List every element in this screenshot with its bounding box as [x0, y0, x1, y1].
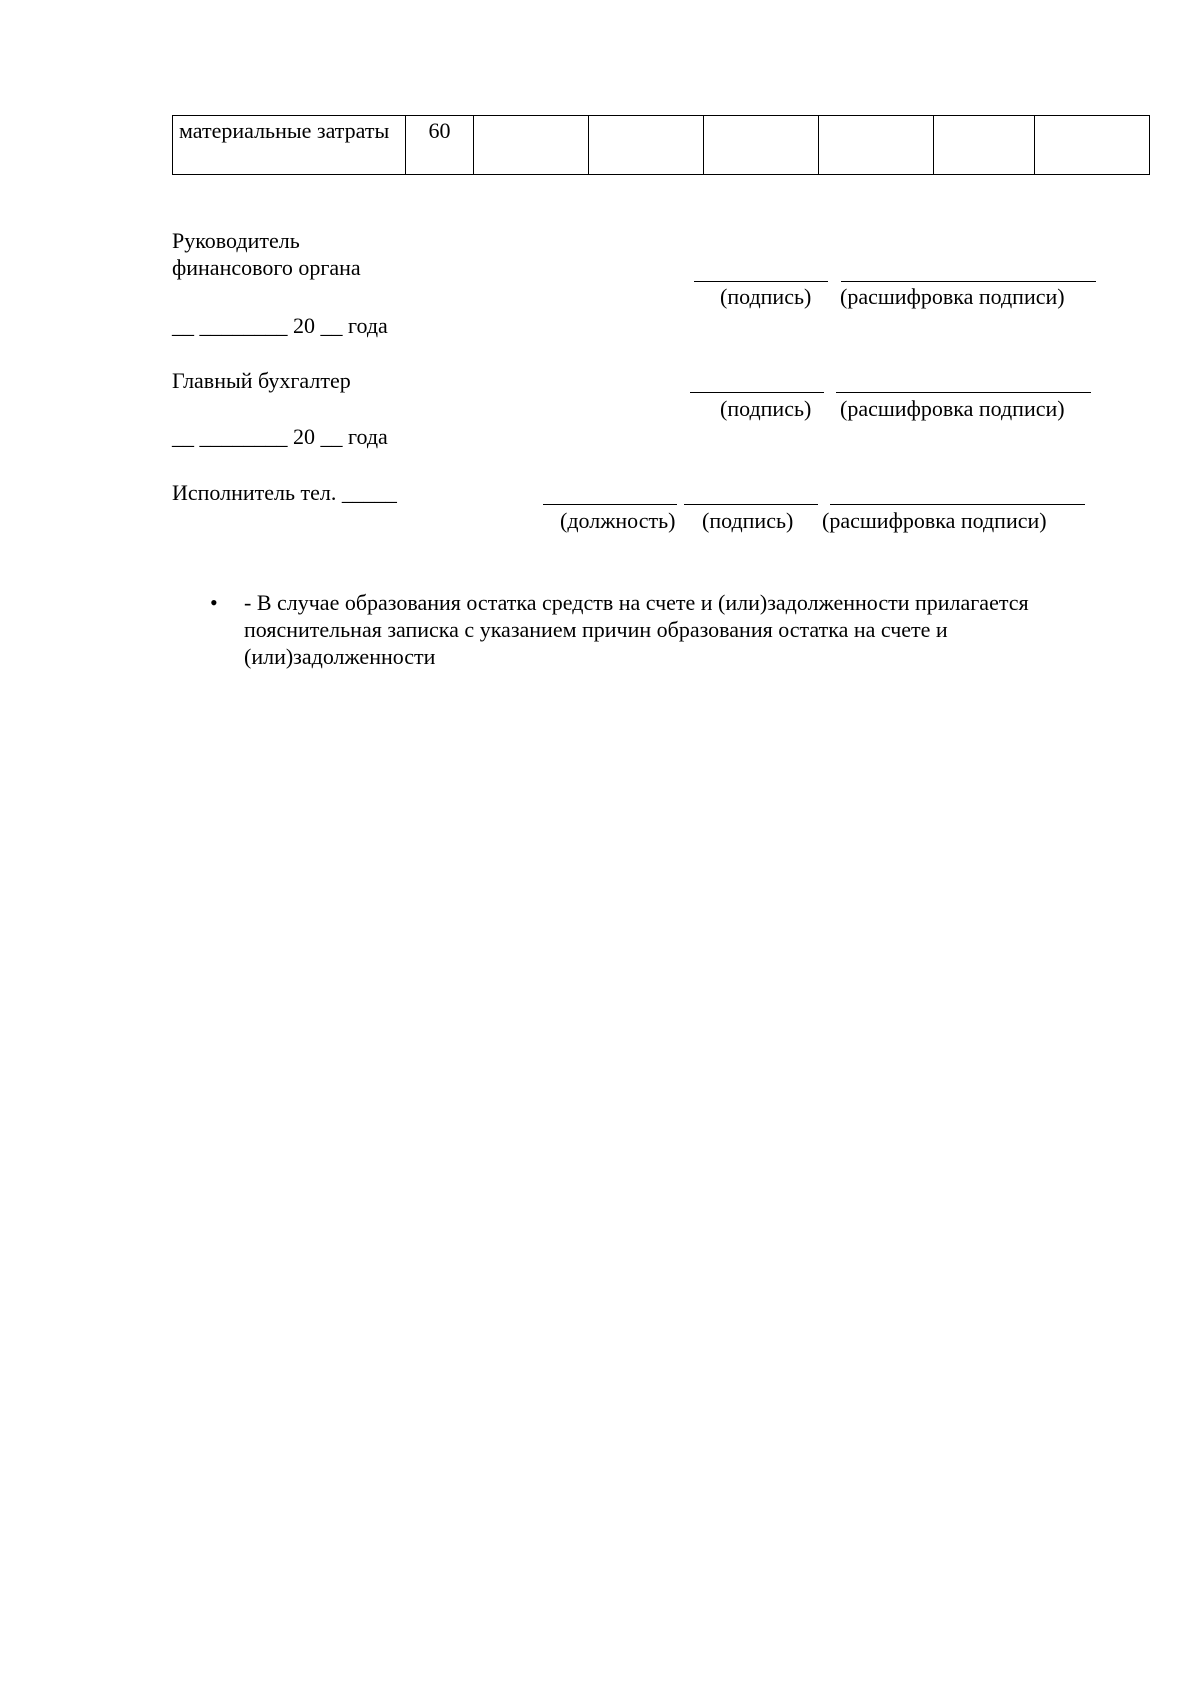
executor-signature-caption: (подпись) — [702, 508, 794, 533]
accountant-date: __ ________ 20 __ года — [172, 424, 388, 449]
table-row — [173, 116, 1150, 175]
row-label: материальные затраты — [173, 116, 406, 175]
accountant-decoding-line — [836, 392, 1091, 393]
executor-decoding-caption: (расшифровка подписи) — [822, 508, 1047, 533]
table-cell — [1035, 116, 1150, 175]
executor-signature-line — [684, 504, 818, 505]
accountant-title: Главный бухгалтер — [172, 368, 351, 393]
table-cell — [474, 116, 589, 175]
executor-title: Исполнитель тел. _____ — [172, 480, 397, 505]
head-decoding-line — [841, 281, 1096, 282]
expenses-table — [172, 115, 1150, 175]
bullet-icon: • — [210, 590, 218, 615]
head-date: __ ________ 20 __ года — [172, 313, 388, 338]
head-title: Руководитель финансового органа — [172, 228, 361, 280]
footnote-text: - В случае образования остатка средств на счете и (или)задолженности прилагается пояснительная записка с указанием причин образования остатка на счете и (или)задолженности — [244, 590, 1029, 669]
table-cell — [589, 116, 704, 175]
head-signature-caption: (подпись) — [720, 284, 812, 309]
table-cell — [819, 116, 934, 175]
table-cell — [934, 116, 1035, 175]
accountant-signature-line — [690, 392, 824, 393]
executor-position-caption: (должность) — [560, 508, 676, 533]
head-decoding-caption: (расшифровка подписи) — [840, 284, 1065, 309]
executor-position-line — [543, 504, 677, 505]
head-signature-line — [694, 281, 828, 282]
accountant-decoding-caption: (расшифровка подписи) — [840, 396, 1065, 421]
row-code: 60 — [406, 116, 474, 175]
accountant-signature-caption: (подпись) — [720, 396, 812, 421]
table-cell — [704, 116, 819, 175]
executor-decoding-line — [830, 504, 1085, 505]
